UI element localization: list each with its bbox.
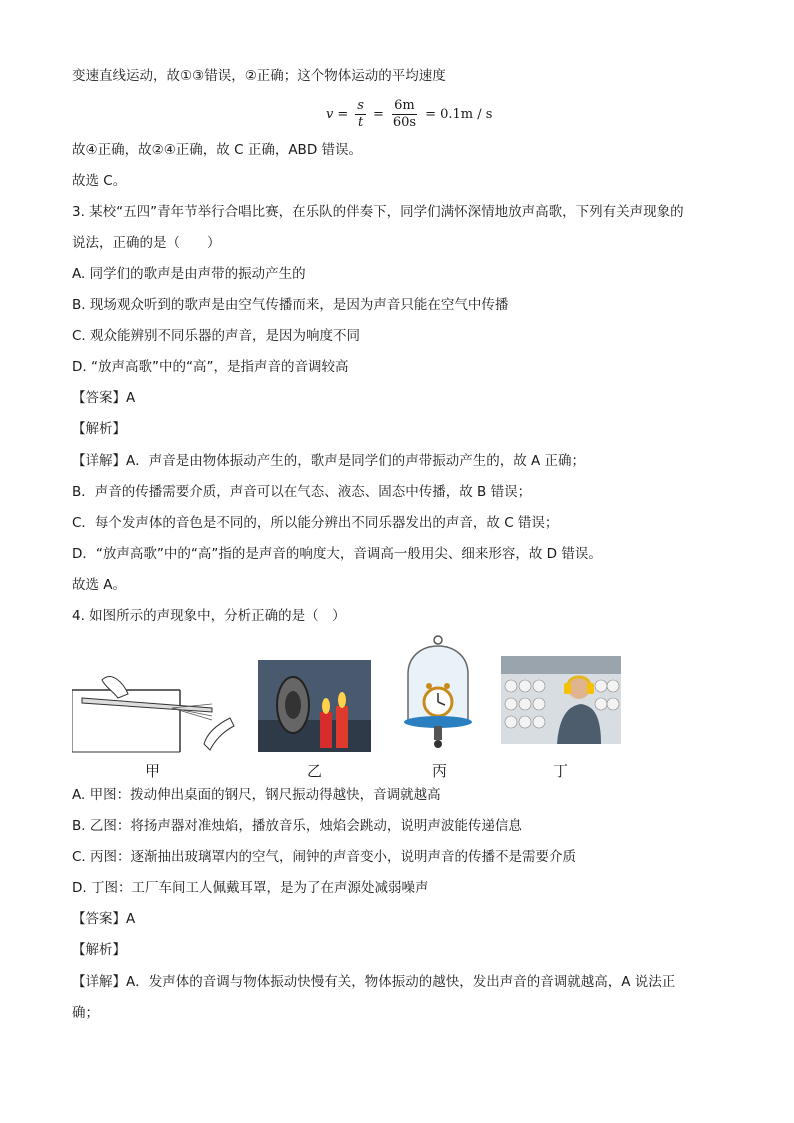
fraction-values — [391, 98, 418, 131]
question-4-stem: 4. 如图所示的声现象中，分析正确的是（ ） — [72, 608, 346, 624]
figure-speaker-candles — [258, 660, 371, 752]
detail-line: B．声音的传播需要介质，声音可以在气态、液态、固态中传播，故 B 错误； — [72, 484, 532, 500]
detail-line: 确； — [72, 1005, 99, 1021]
formula-eq: = — [337, 106, 349, 122]
answer-label: 【答案】A — [72, 911, 136, 927]
fraction-denominator: t — [357, 114, 364, 130]
analysis-label: 【解析】 — [72, 421, 126, 437]
formula-v: v — [326, 106, 334, 122]
figure-ruler-on-table — [72, 660, 242, 755]
detail-line: 【详解】A．声音是由物体振动产生的，歌声是同学们的声带振动产生的，故 A 正确； — [72, 453, 586, 469]
detail-line: 【详解】A．发声体的音调与物体振动快慢有关，物体振动的越快，发出声音的音调就越高，A 说法正 — [72, 974, 676, 990]
option-b: B. 乙图：将扬声器对准烛焰，播放音乐，烛焰会跳动，说明声波能传递信息 — [72, 818, 522, 834]
option-a: A. 同学们的歌声是由声带的振动产生的 — [72, 266, 306, 282]
fraction-numerator: 6m — [394, 97, 415, 113]
option-c: C. 观众能辨别不同乐器的声音，是因为响度不同 — [72, 328, 361, 344]
text-line: 变速直线运动，故①③错误，②正确；这个物体运动的平均速度 — [72, 68, 446, 84]
detail-line: D．“放声高歌”中的“高”指的是声音的响度大，音调高一般用尖、细来形容，故 D 错误。 — [72, 546, 602, 562]
formula-result: = 0.1m / s — [425, 106, 493, 122]
option-a: A. 甲图：拨动伸出桌面的钢尺，钢尺振动得越快，音调就越高 — [72, 787, 441, 803]
option-d: D. 丁图：工厂车间工人佩戴耳罩，是为了在声源处减弱噪声 — [72, 880, 429, 896]
answer-label: 【答案】A — [72, 390, 136, 406]
figure-factory-worker — [501, 656, 621, 744]
option-b: B. 现场观众听到的歌声是由空气传播而来，是因为声音只能在空气中传播 — [72, 297, 509, 313]
select-line: 故选 A。 — [72, 577, 127, 593]
figure-caption-jia: 甲 — [145, 762, 161, 780]
figure-caption-bing: 丙 — [432, 762, 448, 780]
figure-bell-jar-clock — [402, 634, 474, 752]
text-line: 故选 C。 — [72, 173, 127, 189]
fraction-numerator: s — [357, 97, 364, 113]
question-3-stem: 3. 某校“五四”青年节举行合唱比赛，在乐队的伴奏下，同学们满怀深情地放声高歌，下列有关声现象的 — [72, 204, 684, 220]
figure-caption-yi: 乙 — [307, 762, 323, 780]
velocity-formula — [326, 94, 492, 134]
fraction-s-over-t — [355, 98, 366, 131]
option-d: D. “放声高歌”中的“高”，是指声音的音调较高 — [72, 359, 349, 375]
analysis-label: 【解析】 — [72, 942, 126, 958]
fraction-denominator: 60s — [392, 114, 417, 130]
text-line: 故④正确，故②④正确，故 C 正确，ABD 错误。 — [72, 142, 362, 158]
figure-caption-ding: 丁 — [553, 762, 569, 780]
question-3-stem: 说法，正确的是（ ） — [72, 235, 221, 251]
detail-line: C．每个发声体的音色是不同的，所以能分辨出不同乐器发出的声音，故 C 错误； — [72, 515, 559, 531]
formula-eq: = — [372, 106, 384, 122]
option-c: C. 丙图：逐渐抽出玻璃罩内的空气，闹钟的声音变小，说明声音的传播不是需要介质 — [72, 849, 577, 865]
